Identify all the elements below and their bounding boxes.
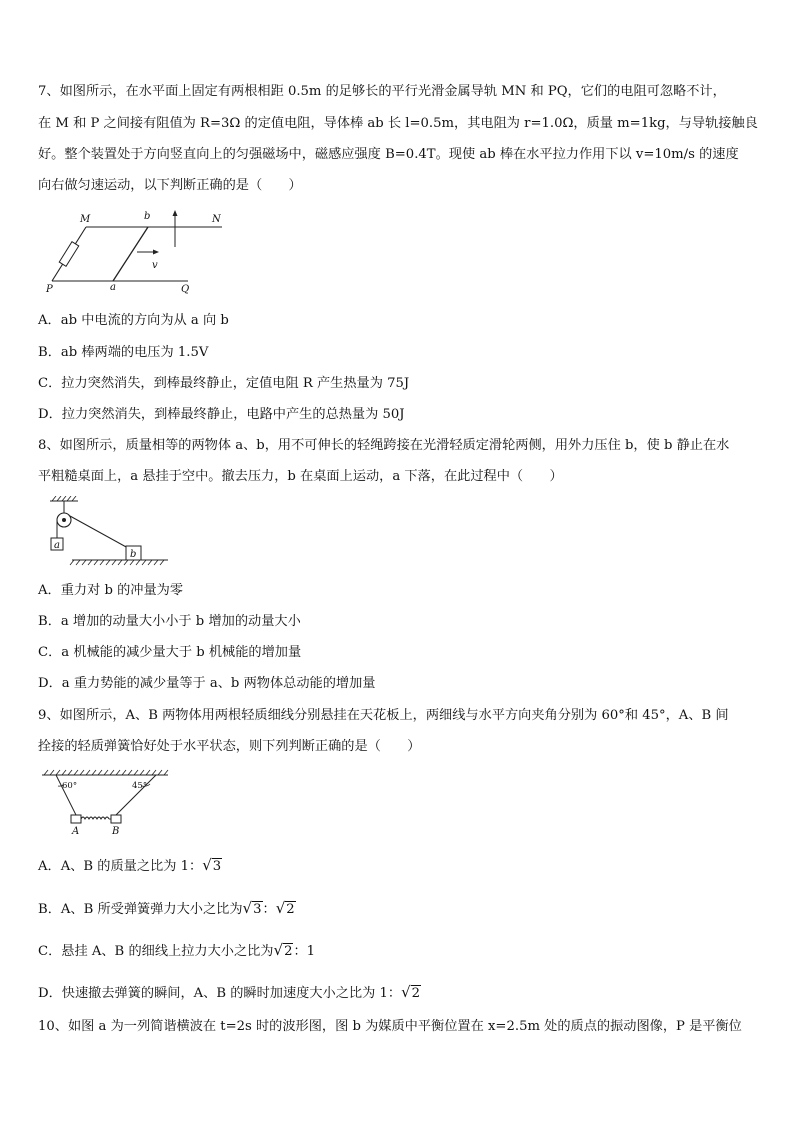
q9-label-A: A [72,826,80,837]
q8-label-b: b [130,549,137,560]
q7-label-v: v [152,260,158,271]
q9-option-c-radicand: 2 [284,944,293,959]
q7-rail-figure [38,206,238,294]
q7-line-1: 7、如图所示，在水平面上固定有两根相距 0.5m 的足够长的平行光滑金属导轨 MN 和 PQ，它们的电阻可忽略不计， [38,84,726,99]
q8-option-c: C．a 机械能的减少量大于 b 机械能的增加量 [38,645,302,660]
q9-option-c-text: C．悬挂 A、B 的细线上拉力大小之比为 [38,944,274,959]
q7-line-3: 好。整个装置处于方向竖直向上的匀强磁场中，磁感应强度 B=0.4T。现使 ab 棒在水平拉力作用下以 v=10m/s 的速度 [38,147,739,162]
sqrt-icon: √ [273,941,284,959]
q9-option-b-colon: ： [262,902,276,917]
q9-line-1: 9、如图所示，A、B 两物体用两根轻质细线分别悬挂在天花板上，两细线与水平方向夹角分别为 60°和 45°，A、B 间 [38,708,729,723]
q8-option-b: B．a 增加的动量大小小于 b 增加的动量大小 [38,614,301,629]
q9-angle-45: 45° [132,781,148,791]
q9-option-d-radicand: 2 [411,986,421,1001]
q7-option-b: B．ab 棒两端的电压为 1.5V [38,345,209,360]
q8-label-a: a [54,540,60,551]
q7-label-a: a [110,282,116,293]
q9-option-d-text: D．快速撤去弹簧的瞬间，A、B 的瞬时加速度大小之比为 1： [38,986,402,1001]
q8-option-a: A．重力对 b 的冲量为零 [38,583,184,598]
q9-option-b-radicand-1: 3 [253,902,262,917]
q7-label-Q: Q [181,284,190,294]
q10-line-1: 10、如图 a 为一列简谐横波在 t=2s 时的波形图，图 b 为媒质中平衡位置在 x=2.5m 处的质点的振动图像，P 是平衡位 [38,1019,742,1034]
q9-option-a-radicand: 3 [212,859,222,874]
q9-spring-figure [38,768,172,838]
q9-option-c-tail: ：1 [293,944,316,959]
q8-option-d: D．a 重力势能的减少量等于 a、b 两物体总动能的增加量 [38,676,376,691]
q8-line-1: 8、如图所示，质量相等的两物体 a、b，用不可伸长的轻绳跨接在光滑轻质定滑轮两侧，用外力压住 b，使 b 静止在水 [38,438,730,453]
q7-option-c: C．拉力突然消失，到棒最终静止，定值电阻 R 产生热量为 75J [38,376,410,391]
q9-label-B: B [112,826,120,837]
q9-option-d [38,982,421,1004]
q9-option-a-text: A．A、B 的质量之比为 1： [38,859,203,874]
q9-line-2: 拴接的轻质弹簧恰好处于水平状态，则下列判断正确的是（ ） [38,739,421,754]
q7-label-P: P [46,284,53,294]
q7-label-b: b [144,211,151,222]
sqrt-icon: √ [202,856,212,874]
q7-line-4: 向右做匀速运动，以下判断正确的是（ ） [38,178,302,193]
q9-option-b [38,898,296,920]
q7-option-a: A．ab 中电流的方向为从 a 向 b [38,313,229,328]
q9-option-b-radicand-2: 2 [286,902,295,917]
q7-label-N: N [212,214,221,225]
q8-pulley-figure [44,496,172,572]
sqrt-icon: √ [401,983,411,1001]
q7-line-2: 在 M 和 P 之间接有阻值为 R=3Ω 的定值电阻，导体棒 ab 长 l=0.5m，其电阻为 r=1.0Ω，质量 m=1kg，与导轨接触良 [38,116,758,131]
q9-option-b-text: B．A、B 所受弹簧弹力大小之比为 [38,902,243,917]
q9-option-a [38,855,222,877]
q7-label-M: M [80,214,91,225]
q9-angle-60: 60° [62,781,78,791]
sqrt-icon: √ [242,899,253,917]
q8-line-2: 平粗糙桌面上，a 悬挂于空中。撤去压力，b 在桌面上运动，a 下落，在此过程中（ ） [38,469,563,484]
q7-option-d: D．拉力突然消失，到棒最终静止，电路中产生的总热量为 50J [38,407,405,422]
sqrt-icon: √ [275,899,286,917]
q9-option-c [38,940,315,962]
